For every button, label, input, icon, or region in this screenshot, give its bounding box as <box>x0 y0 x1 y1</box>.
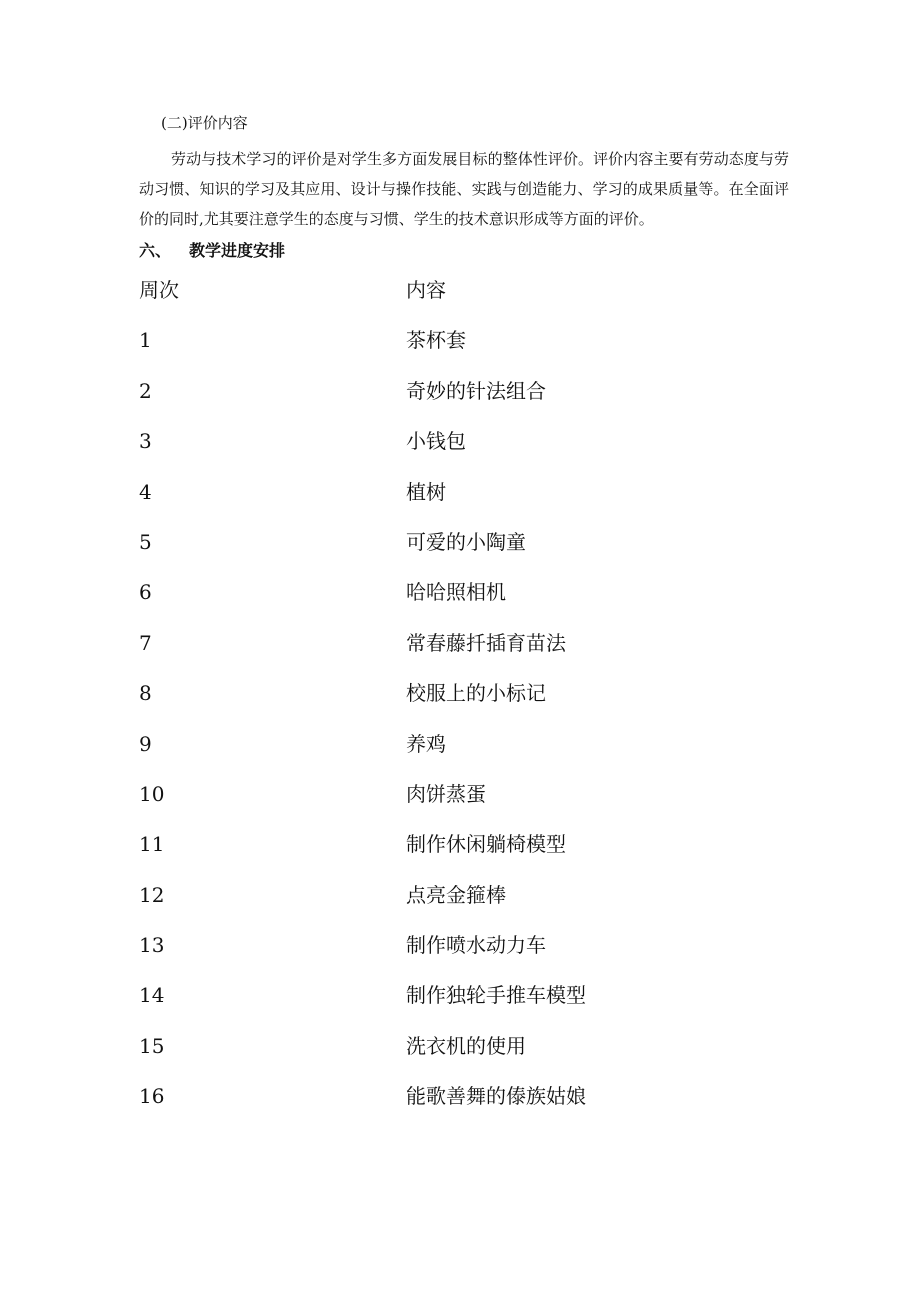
lesson-content: 常春藤扦插育苗法 <box>406 630 566 655</box>
lesson-content: 茶杯套 <box>406 328 466 353</box>
week-number: 6 <box>139 580 152 605</box>
week-number: 7 <box>139 630 152 655</box>
schedule-row <box>139 529 739 579</box>
week-number: 4 <box>139 479 152 504</box>
schedule-row <box>139 831 739 881</box>
week-number: 15 <box>139 1033 165 1058</box>
week-number: 10 <box>139 781 165 806</box>
lesson-content: 能歌善舞的傣族姑娘 <box>406 1084 586 1109</box>
week-number: 9 <box>139 731 152 756</box>
schedule-row <box>139 1033 739 1083</box>
schedule-row <box>139 630 739 680</box>
lesson-content: 制作独轮手推车模型 <box>406 983 586 1008</box>
lesson-content: 奇妙的针法组合 <box>406 378 546 403</box>
lesson-content: 洗衣机的使用 <box>406 1033 526 1058</box>
week-number: 16 <box>139 1084 165 1109</box>
week-number: 3 <box>139 429 152 454</box>
week-number: 2 <box>139 378 152 403</box>
lesson-content: 小钱包 <box>406 429 466 454</box>
section-title: 教学进度安排 <box>189 241 286 260</box>
header-week: 周次 <box>139 278 179 302</box>
lesson-content: 哈哈照相机 <box>406 580 506 605</box>
week-number: 8 <box>139 681 152 706</box>
week-number: 11 <box>139 832 165 857</box>
header-content: 内容 <box>406 278 446 302</box>
lesson-content: 制作喷水动力车 <box>406 933 546 958</box>
schedule-rows <box>139 327 739 1133</box>
evaluation-paragraph: 劳动与技术学习的评价是对学生多方面发展目标的整体性评价。评价内容主要有劳动态度与劳动习惯、知识的学习及其应用、设计与操作技能、实践与创造能力、学习的成果质量等。在全面评价的同时,尤其要注意学生的态度与习惯、学生的技术意识形成等方面的评价。 <box>139 150 789 228</box>
lesson-content: 肉饼蒸蛋 <box>406 781 486 806</box>
week-number: 13 <box>139 933 165 958</box>
schedule-row <box>139 731 739 781</box>
lesson-content: 植树 <box>406 479 446 504</box>
schedule-row <box>139 479 739 529</box>
week-number: 1 <box>139 328 152 353</box>
week-number: 14 <box>139 983 165 1008</box>
schedule-row <box>139 327 739 377</box>
week-number: 12 <box>139 882 165 907</box>
section-number: 六、 <box>139 241 172 260</box>
schedule-row <box>139 781 739 831</box>
evaluation-subheading: (二)评价内容 <box>161 114 248 132</box>
schedule-row <box>139 932 739 982</box>
schedule-row <box>139 882 739 932</box>
lesson-content: 校服上的小标记 <box>406 681 546 706</box>
lesson-content: 可爱的小陶童 <box>406 529 526 554</box>
week-number: 5 <box>139 529 152 554</box>
schedule-row <box>139 680 739 730</box>
schedule-header-row <box>139 277 739 327</box>
schedule-row <box>139 982 739 1032</box>
section-heading <box>139 238 285 264</box>
schedule-table <box>139 277 739 1134</box>
schedule-row <box>139 378 739 428</box>
schedule-row <box>139 428 739 478</box>
schedule-row <box>139 1083 739 1133</box>
lesson-content: 点亮金箍棒 <box>406 882 506 907</box>
schedule-row <box>139 579 739 629</box>
lesson-content: 养鸡 <box>406 731 446 756</box>
lesson-content: 制作休闲躺椅模型 <box>406 832 566 857</box>
